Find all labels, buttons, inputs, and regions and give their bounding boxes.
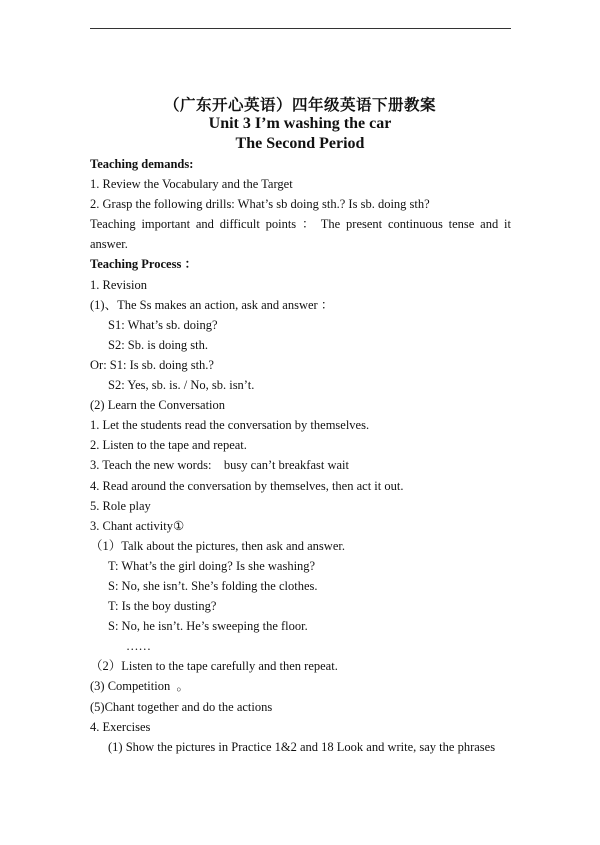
chant-together-item: (5)Chant together and do the actions [90,699,273,714]
dialogue-s2-yes-no: S2: Yes, sb. is. / No, sb. isn’t. [108,378,255,393]
lesson-plan-body [90,154,511,757]
conversation-step-5: 5. Role play [90,498,151,513]
key-points-line-2: answer. [90,237,128,252]
conversation-step-1: 1. Let the students read the conversation by themselves. [90,418,370,433]
competition-item: (3) Competition 。 [90,679,189,694]
exercise-item-1: (1) Show the pictures in Practice 1&2 and 18 Look and write, say the phrases [108,739,496,754]
period-title: The Second Period [235,135,365,152]
conversation-step-3: 3. Teach the new words: busy can’t breakfast wait [90,458,350,473]
learn-conversation-heading: (2) Learn the Conversation [90,398,226,413]
dialogue-s2-answer: S2: Sb. is doing sth. [108,337,209,352]
revision-heading: 1. Revision [90,277,147,292]
teaching-demands-heading: Teaching demands: [90,157,194,171]
demand-item-1: 1. Review the Vocabulary and the Target [90,177,293,192]
conversation-step-4: 4. Read around the conversation by themselves, then act it out. [90,478,404,493]
document-title-chinese: （广东开心英语）四年级英语下册教案 [163,96,436,114]
unit-title: Unit 3 I’m washing the car [208,115,392,132]
chant-activity-heading: 3. Chant activity① [90,518,185,533]
chant-listen-repeat: （2）Listen to the tape carefully and then repeat. [90,659,338,674]
key-points-line-1: Teaching important and difficult points ： The present continuous tense and it [90,217,511,232]
dialogue-t-boy: T: Is the boy dusting? [108,599,217,614]
dialogue-s1-question: S1: What’s sb. doing? [108,317,218,332]
exercises-heading: 4. Exercises [90,719,151,734]
header-rule [90,28,511,29]
dialogue-or-s1: Or: S1: Is sb. doing sth.? [90,357,214,372]
demand-item-2: 2. Grasp the following drills: What’s sb doing sth.? Is sb. doing sth? [90,197,430,212]
conversation-step-2: 2. Listen to the tape and repeat. [90,438,247,453]
chant-talk-pictures: （1）Talk about the pictures, then ask and answer. [90,538,345,553]
teaching-process-heading: Teaching Process ： [90,257,197,272]
dialogue-s-girl: S: No, she isn’t. She’s folding the clothes. [108,578,318,593]
ellipsis: …… [126,639,151,654]
dialogue-t-girl: T: What’s the girl doing? Is she washing? [108,558,316,573]
dialogue-s-boy: S: No, he isn’t. He’s sweeping the floor. [108,619,308,634]
revision-item-1: (1)、The Ss makes an action, ask and answer ： [90,297,334,312]
